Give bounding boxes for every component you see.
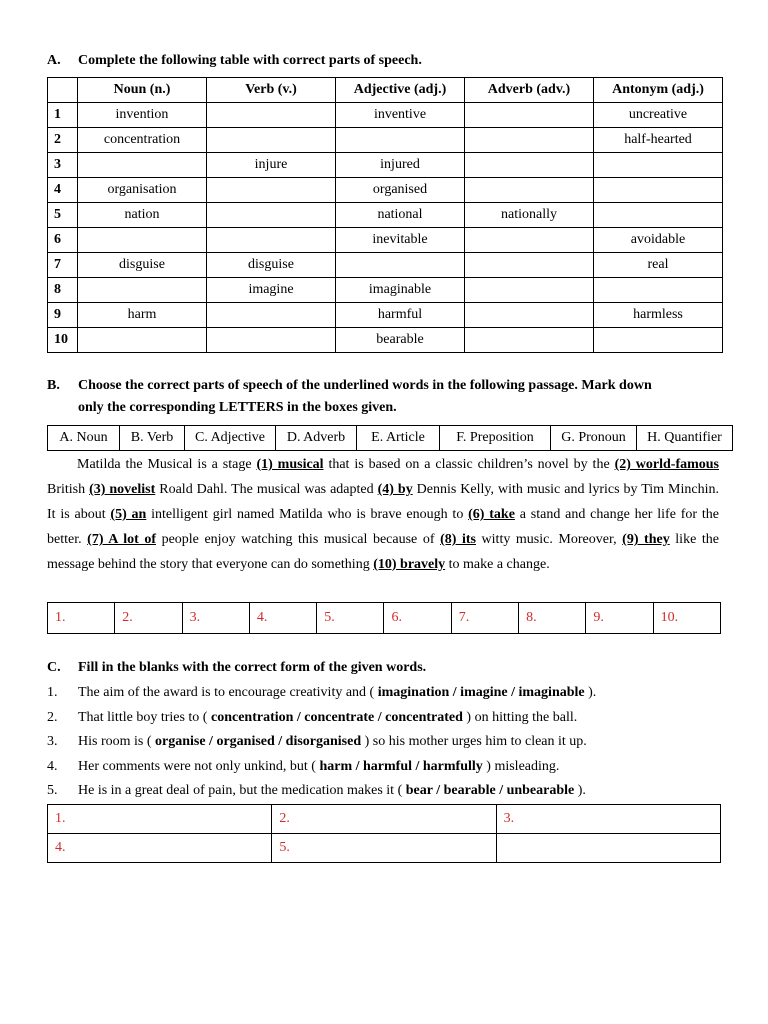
table-cell: disguise xyxy=(207,253,336,278)
answer-box[interactable]: 5. xyxy=(317,603,384,634)
list-item xyxy=(47,730,727,755)
option-cell: C. Adjective xyxy=(185,426,276,451)
row-number: 6 xyxy=(48,228,78,253)
table-row xyxy=(48,328,723,353)
header-cell: Antonym (adj.) xyxy=(594,78,723,103)
table-cell xyxy=(207,128,336,153)
table-cell: injured xyxy=(336,153,465,178)
list-item xyxy=(47,706,727,731)
table-row xyxy=(48,153,723,178)
row-number: 9 xyxy=(48,303,78,328)
table-cell: uncreative xyxy=(594,103,723,128)
row-number: 7 xyxy=(48,253,78,278)
table-cell: concentration xyxy=(78,128,207,153)
answer-row xyxy=(48,603,721,634)
table-cell xyxy=(465,178,594,203)
underlined-word: (10) bravely xyxy=(373,557,446,572)
table-cell xyxy=(594,328,723,353)
passage-text: Dennis Kelly, with music and lyrics by Tim Minchin. It is about xyxy=(47,482,719,522)
underlined-word: (3) novelist xyxy=(89,482,156,497)
table-cell xyxy=(336,128,465,153)
option-cell: G. Pronoun xyxy=(551,426,637,451)
section-b-answer-boxes xyxy=(47,602,721,634)
table-cell: harm xyxy=(78,303,207,328)
header-cell xyxy=(48,78,78,103)
answer-box[interactable]: 4. xyxy=(48,834,272,863)
answer-box[interactable]: 1. xyxy=(48,805,272,834)
section-b-instruction-line2: only the corresponding LETTERS in the boxes given. xyxy=(78,400,397,415)
section-b-instruction-line1: Choose the correct parts of speech of the underlined words in the following passage. Mark down xyxy=(78,378,652,393)
underlined-word: (2) world-famous xyxy=(614,457,720,472)
table-row xyxy=(48,228,723,253)
table-cell: inevitable xyxy=(336,228,465,253)
table-cell: harmful xyxy=(336,303,465,328)
passage-text: Roald Dahl. The musical was adapted xyxy=(155,482,378,497)
underlined-word: (4) by xyxy=(377,482,413,497)
answer-box[interactable]: 7. xyxy=(451,603,518,634)
header-cell: Adjective (adj.) xyxy=(336,78,465,103)
table-row xyxy=(48,253,723,278)
row-number: 1 xyxy=(48,103,78,128)
section-b-letter: B. xyxy=(47,378,60,393)
option-cell: E. Article xyxy=(357,426,440,451)
section-c-answer-boxes xyxy=(47,804,721,863)
table-cell xyxy=(465,328,594,353)
table-cell xyxy=(207,303,336,328)
row-number: 5 xyxy=(48,203,78,228)
item-text: ) on hitting the ball. xyxy=(462,709,578,725)
table-row xyxy=(48,278,723,303)
word-choices: harm / harmful / harmfully xyxy=(319,758,483,774)
answer-box[interactable]: 2. xyxy=(115,603,182,634)
table-cell: real xyxy=(594,253,723,278)
section-c-heading xyxy=(47,660,426,676)
section-a-letter: A. xyxy=(47,53,61,68)
section-a-heading xyxy=(47,53,422,69)
item-number: 3. xyxy=(47,734,58,749)
parts-of-speech-table xyxy=(47,77,723,353)
table-cell: inventive xyxy=(336,103,465,128)
underlined-word: (5) an xyxy=(110,507,147,522)
table-cell xyxy=(78,153,207,178)
table-row xyxy=(48,128,723,153)
header-cell: Adverb (adv.) xyxy=(465,78,594,103)
item-text: His room is ( xyxy=(78,734,155,749)
item-text: ). xyxy=(574,783,586,798)
item-text: The aim of the award is to encourage creativity and ( xyxy=(78,685,378,700)
answer-box[interactable]: 2. xyxy=(272,805,496,834)
list-item xyxy=(47,755,727,780)
item-text: ) so his mother urges him to clean it up. xyxy=(361,734,587,749)
options-table xyxy=(47,425,733,451)
passage-text: to make a change. xyxy=(445,557,550,572)
word-choices: imagination / imagine / imaginable xyxy=(377,685,585,700)
underlined-word: (7) A lot of xyxy=(87,532,156,547)
table-row xyxy=(48,178,723,203)
item-number: 2. xyxy=(47,709,58,725)
item-text: ). xyxy=(584,685,597,700)
item-text: That little boy tries to ( xyxy=(78,709,211,725)
table-cell xyxy=(465,228,594,253)
table-cell xyxy=(207,178,336,203)
table-cell: injure xyxy=(207,153,336,178)
row-number: 10 xyxy=(48,328,78,353)
answer-box[interactable] xyxy=(496,834,720,863)
passage-text: British xyxy=(47,482,90,497)
row-number: 2 xyxy=(48,128,78,153)
table-cell: bearable xyxy=(336,328,465,353)
option-cell: D. Adverb xyxy=(276,426,357,451)
table-cell: organised xyxy=(336,178,465,203)
options-row xyxy=(48,426,733,451)
option-cell: B. Verb xyxy=(120,426,185,451)
passage-text: people enjoy watching this musical because of xyxy=(156,532,441,547)
table-cell: imagine xyxy=(207,278,336,303)
passage-text: that is based on a classic children’s novel by the xyxy=(323,457,615,472)
table-cell xyxy=(207,103,336,128)
table-cell xyxy=(78,228,207,253)
row-number: 4 xyxy=(48,178,78,203)
list-item xyxy=(47,779,727,804)
table-cell: nation xyxy=(78,203,207,228)
answer-box[interactable]: 10. xyxy=(653,603,720,634)
passage-text: a stand and change her life for the better. xyxy=(47,507,719,547)
answer-box[interactable]: 8. xyxy=(519,603,586,634)
table-cell xyxy=(465,303,594,328)
table-cell xyxy=(207,203,336,228)
table-cell xyxy=(594,153,723,178)
section-b-heading xyxy=(47,378,652,416)
word-choices: bear / bearable / unbearable xyxy=(405,783,575,798)
item-text: Her comments were not only unkind, but ( xyxy=(78,758,320,774)
underlined-word: (8) its xyxy=(440,532,476,547)
table-cell xyxy=(465,278,594,303)
list-item xyxy=(47,681,727,706)
answer-box[interactable]: 9. xyxy=(586,603,653,634)
answer-box[interactable]: 3. xyxy=(182,603,249,634)
table-cell xyxy=(594,278,723,303)
table-cell: harmless xyxy=(594,303,723,328)
table-row xyxy=(48,303,723,328)
passage-text: Matilda the Musical is a stage xyxy=(77,457,257,472)
table-cell xyxy=(465,103,594,128)
table-cell: half-hearted xyxy=(594,128,723,153)
answer-box[interactable]: 3. xyxy=(496,805,720,834)
table-cell: avoidable xyxy=(594,228,723,253)
table-cell: disguise xyxy=(78,253,207,278)
option-cell: A. Noun xyxy=(48,426,120,451)
table-cell: invention xyxy=(78,103,207,128)
underlined-word: (1) musical xyxy=(256,457,324,472)
answer-box[interactable]: 5. xyxy=(272,834,496,863)
table-cell xyxy=(465,153,594,178)
table-cell xyxy=(336,253,465,278)
word-choices: concentration / concentrate / concentrated xyxy=(210,709,463,725)
table-cell: nationally xyxy=(465,203,594,228)
row-number: 8 xyxy=(48,278,78,303)
item-text: ) misleading. xyxy=(482,758,560,774)
table-cell xyxy=(207,328,336,353)
table-row xyxy=(48,103,723,128)
table-cell xyxy=(594,178,723,203)
answer-row xyxy=(48,805,721,834)
answer-box[interactable]: 4. xyxy=(249,603,316,634)
section-c-letter: C. xyxy=(47,660,61,675)
table-cell xyxy=(594,203,723,228)
table-cell xyxy=(78,278,207,303)
option-cell: F. Preposition xyxy=(440,426,551,451)
fill-in-list xyxy=(47,681,727,804)
passage-text: intelligent girl named Matilda who is brave enough to xyxy=(146,507,469,522)
header-cell: Verb (v.) xyxy=(207,78,336,103)
underlined-word: (9) they xyxy=(622,532,670,547)
passage xyxy=(47,452,719,577)
answer-row xyxy=(48,834,721,863)
answer-box[interactable]: 6. xyxy=(384,603,451,634)
table-cell: imaginable xyxy=(336,278,465,303)
answer-box[interactable]: 1. xyxy=(48,603,115,634)
table-cell xyxy=(465,253,594,278)
table-row xyxy=(48,203,723,228)
row-number: 3 xyxy=(48,153,78,178)
item-number: 4. xyxy=(47,758,58,774)
table-cell: national xyxy=(336,203,465,228)
passage-text: witty music. Moreover, xyxy=(475,532,623,547)
header-cell: Noun (n.) xyxy=(78,78,207,103)
section-c-instruction: Fill in the blanks with the correct form of the given words. xyxy=(78,660,427,675)
table-cell xyxy=(78,328,207,353)
section-a-instruction: Complete the following table with correct parts of speech. xyxy=(78,53,422,68)
option-cell: H. Quantifier xyxy=(637,426,733,451)
word-choices: organise / organised / disorganised xyxy=(155,734,362,749)
table-header-row xyxy=(48,78,723,103)
passage-text: like the message behind the story that everyone can do something xyxy=(47,532,719,572)
item-text: He is in a great deal of pain, but the medication makes it ( xyxy=(78,783,406,798)
table-cell xyxy=(465,128,594,153)
item-number: 5. xyxy=(47,783,58,798)
underlined-word: (6) take xyxy=(468,507,515,522)
table-cell xyxy=(207,228,336,253)
table-cell: organisation xyxy=(78,178,207,203)
item-number: 1. xyxy=(47,685,58,700)
